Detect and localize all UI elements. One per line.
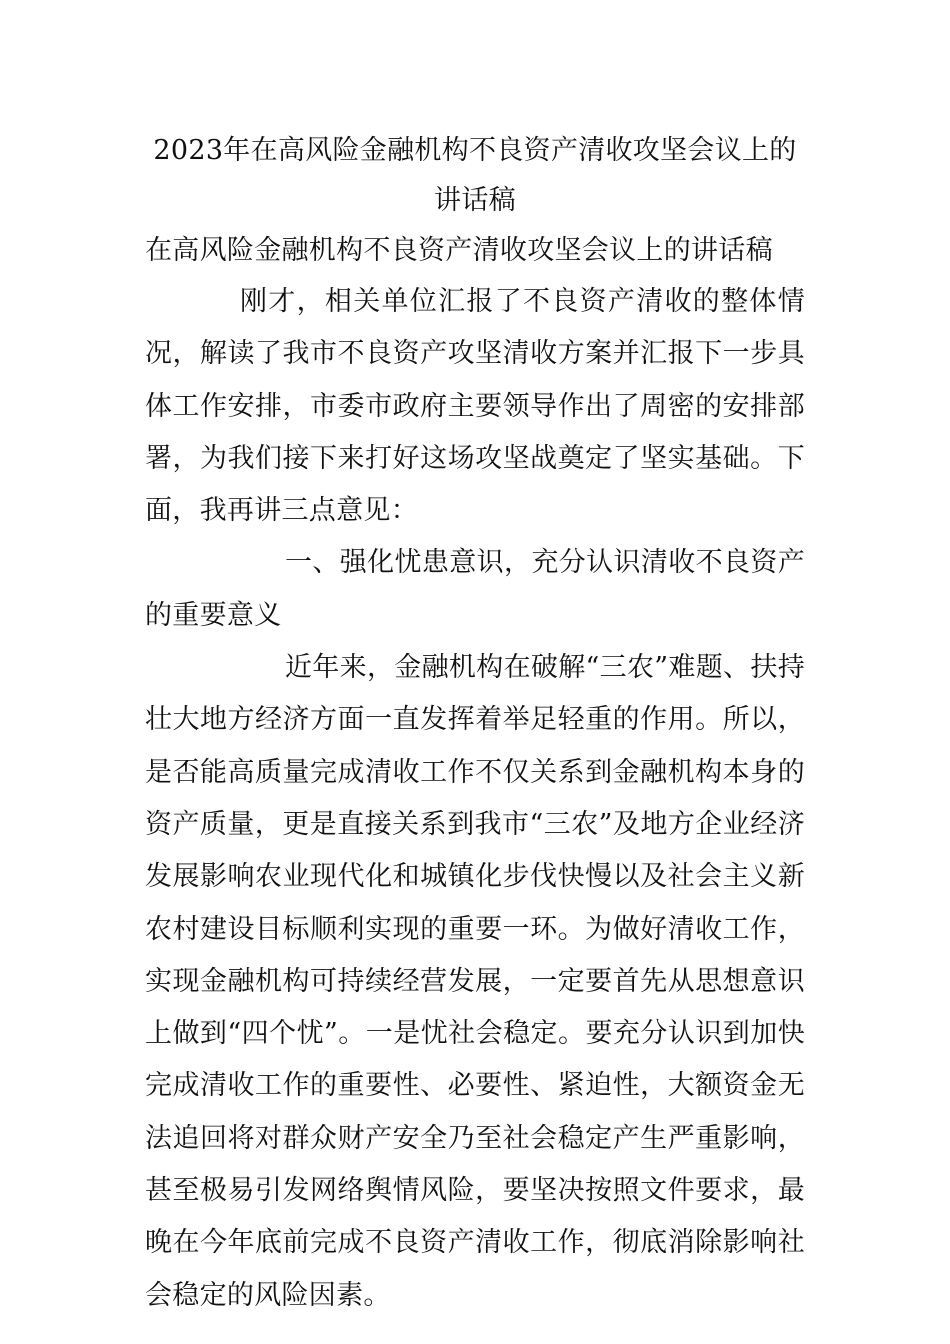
- paragraph-intro: 刚才，相关单位汇报了不良资产清收的整体情况，解读了我市不良资产攻坚清收方案并汇报下一步具体工作安排，市委市政府主要领导作出了周密的安排部署，为我们接下来打好这场攻坚战奠定了坚实基础。下面，我再讲三点意见：: [145, 286, 805, 527]
- section-heading-1: 一、强化忧患意识，充分认识清收不良资产的重要意义: [145, 547, 805, 631]
- paragraph-body: 近年来，金融机构在破解“三农”难题、扶持壮大地方经济方面一直发挥着举足轻重的作用。所以，是否能高质量完成清收工作不仅关系到金融机构本身的资产质量，更是直接关系到我市“三农”及地方企业经济发展影响农业现代化和城镇化步伐快慢以及社会主义新农村建设目标顺利实现的重要一环。为做好清收工作，实现金融机构可持续经营发展，一定要首先从思想意识上做到“四个忧”。一是忧社会稳定。要充分认识到加快完成清收工作的重要性、必要性、紧迫性，大额资金无法追回将对群众财产安全乃至社会稳定产生严重影响，甚至极易引发网络舆情风险，要坚决按照文件要求，最晚在今年底前完成不良资产清收工作，彻底消除影响社会稳定的风险因素。: [145, 652, 805, 1311]
- document-title: 2023年在高风险金融机构不良资产清收攻坚会议上的讲话稿: [153, 135, 797, 216]
- document-subtitle: 在高风险金融机构不良资产清收攻坚会议上的讲话稿: [145, 235, 773, 266]
- document-page: [145, 126, 805, 1322]
